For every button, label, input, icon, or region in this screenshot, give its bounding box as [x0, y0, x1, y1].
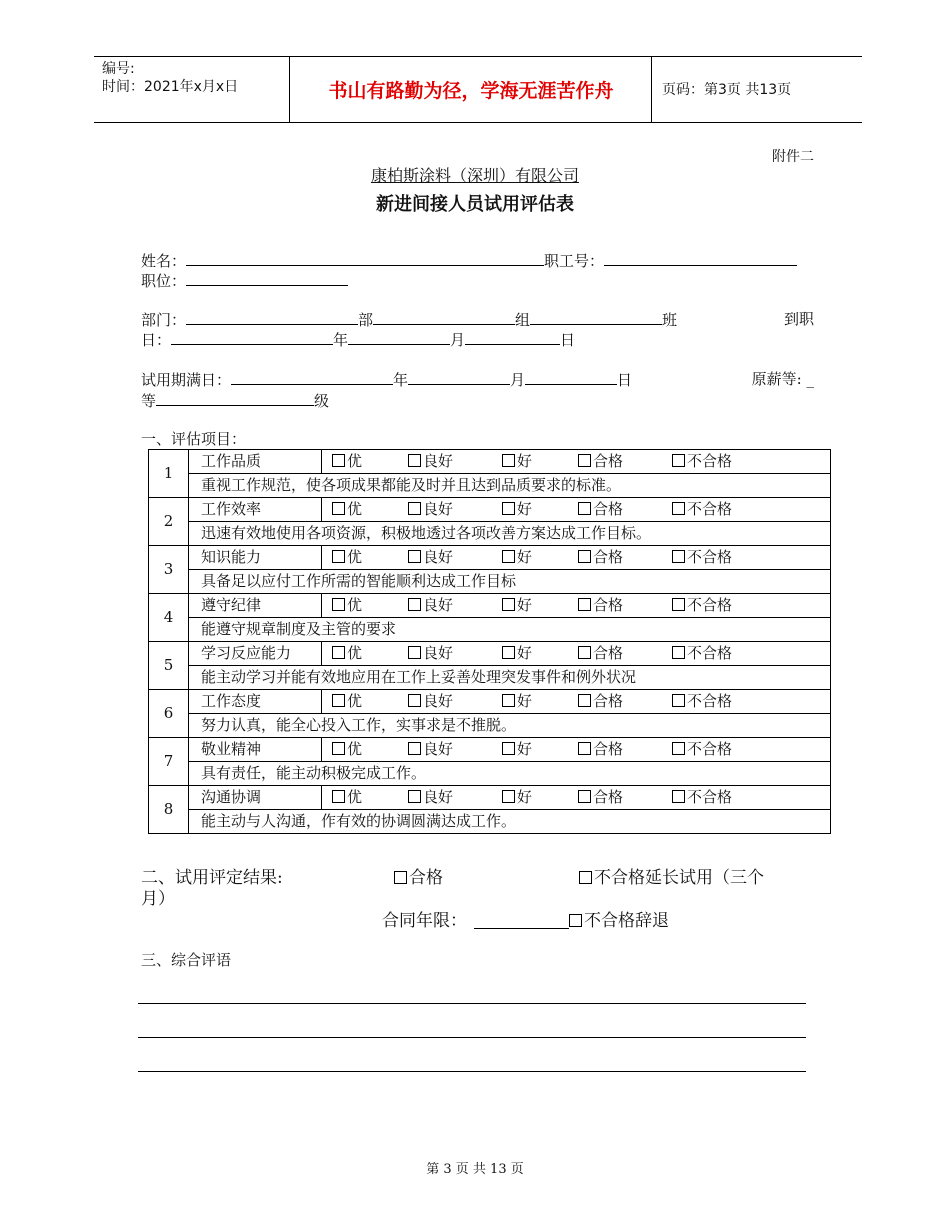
rating-option-label: 合格: [593, 548, 624, 566]
grade-prefix: 等: [141, 392, 157, 410]
probation-month-label: 月: [510, 371, 526, 389]
rating-option-label: 合格: [593, 500, 624, 518]
checkbox-icon[interactable]: [332, 454, 345, 467]
rating-options: [322, 642, 831, 666]
item-number: 2: [149, 498, 189, 546]
result-dismiss-option[interactable]: [569, 911, 669, 931]
header-bottom-rule: [94, 122, 862, 123]
item-name: 知识能力: [189, 546, 322, 570]
grade-suffix: 级: [314, 392, 330, 410]
evaluation-desc-row: [149, 666, 831, 690]
rating-option[interactable]: [408, 450, 453, 473]
rating-option-label: 好: [517, 692, 533, 710]
hire-date-row: [141, 329, 814, 350]
evaluation-desc-row: [149, 618, 831, 642]
result-pass-label: 合格: [409, 868, 443, 888]
rating-option-label: 良好: [423, 692, 454, 710]
rating-option-label: 好: [517, 788, 533, 806]
company-name-text: 康柏斯涂料（深圳）有限公司: [370, 166, 579, 185]
rating-option[interactable]: [578, 786, 623, 809]
rating-option[interactable]: [578, 642, 623, 665]
rating-option[interactable]: [502, 546, 532, 569]
rating-options: [322, 690, 831, 714]
result-extend-label: 不合格延长试用（三个: [594, 868, 764, 888]
item-description: 能主动与人沟通，作有效的协调圆满达成工作。: [189, 810, 831, 834]
grade-row: [141, 390, 814, 411]
checkbox-icon[interactable]: [502, 742, 515, 755]
hire-date-label-a: 到职: [783, 310, 814, 328]
page-footer: 第 3 页 共 13 页: [426, 1162, 524, 1177]
item-name: 遵守纪律: [189, 594, 322, 618]
dept-row: [141, 309, 814, 330]
rating-option-label: 优: [347, 692, 363, 710]
evaluation-table: [148, 449, 831, 834]
item-description: 重视工作规范，使各项成果都能及时并且达到品质要求的标准。: [189, 474, 831, 498]
rating-option[interactable]: [578, 738, 623, 761]
checkbox-icon[interactable]: [332, 598, 345, 611]
dept-group-field[interactable]: [373, 309, 515, 325]
rating-option[interactable]: [672, 594, 732, 617]
checkbox-icon[interactable]: [578, 502, 591, 515]
checkbox-icon[interactable]: [502, 550, 515, 563]
item-name: 沟通协调: [189, 786, 322, 810]
evaluation-desc-row: [149, 810, 831, 834]
rating-option[interactable]: [332, 642, 362, 665]
rating-option-label: 优: [347, 644, 363, 662]
section1-heading: 一、评估项目：: [141, 430, 247, 448]
rating-options: [322, 786, 831, 810]
checkbox-icon[interactable]: [408, 646, 421, 659]
checkbox-icon[interactable]: [408, 790, 421, 803]
evaluation-desc-row: [149, 570, 831, 594]
hire-month-field[interactable]: [348, 329, 450, 345]
header-meta: [102, 60, 238, 96]
checkbox-icon[interactable]: [502, 790, 515, 803]
rating-option-label: 合格: [593, 740, 624, 758]
evaluation-desc-row: [149, 474, 831, 498]
item-name: 工作效率: [189, 498, 322, 522]
checkbox-icon[interactable]: [408, 502, 421, 515]
contract-label: 合同年限：: [382, 911, 467, 931]
evaluation-item-row: [149, 690, 831, 714]
checkbox-icon[interactable]: [332, 646, 345, 659]
rating-option[interactable]: [672, 498, 732, 521]
result-extend-option[interactable]: [579, 868, 764, 888]
checkbox-icon[interactable]: [672, 742, 685, 755]
checkbox-icon[interactable]: [502, 454, 515, 467]
position-row: [141, 270, 814, 291]
rating-option-label: 优: [347, 500, 363, 518]
section3-heading: 三、综合评语: [141, 951, 232, 969]
position-label: 职位：: [141, 272, 187, 290]
rating-option[interactable]: [502, 594, 532, 617]
employee-id-label: 职工号：: [544, 252, 605, 270]
rating-option-label: 良好: [423, 500, 454, 518]
checkbox-icon[interactable]: [569, 914, 582, 927]
rating-option[interactable]: [408, 546, 453, 569]
dept-field[interactable]: [186, 309, 358, 325]
checkbox-icon[interactable]: [578, 646, 591, 659]
rating-option-label: 良好: [423, 452, 454, 470]
form-title: 新进间接人员试用评估表: [376, 194, 574, 215]
checkbox-icon[interactable]: [408, 598, 421, 611]
name-field[interactable]: [186, 250, 544, 266]
comment-line-2[interactable]: [138, 1037, 806, 1038]
rating-option[interactable]: [672, 786, 732, 809]
item-description: 迅速有效地使用各项资源，积极地透过各项改善方案达成工作目标。: [189, 522, 831, 546]
rating-option-label: 合格: [593, 452, 624, 470]
checkbox-icon[interactable]: [332, 502, 345, 515]
result-label: 二、试用评定结果:: [141, 868, 283, 888]
rating-option-label: 合格: [593, 644, 624, 662]
rating-option[interactable]: [332, 450, 362, 473]
time-label: 时间：2021年x月x日: [102, 79, 239, 95]
rating-option-label: 良好: [423, 740, 454, 758]
rating-option[interactable]: [578, 594, 623, 617]
comment-line-1[interactable]: [138, 1003, 806, 1004]
rating-option-label: 好: [517, 596, 533, 614]
rating-option-label: 不合格: [687, 452, 733, 470]
hire-day-field[interactable]: [465, 329, 560, 345]
checkbox-icon[interactable]: [332, 694, 345, 707]
rating-option[interactable]: [502, 450, 532, 473]
evaluation-desc-row: [149, 522, 831, 546]
hire-year-field[interactable]: [171, 329, 333, 345]
hire-month-label: 月: [450, 331, 466, 349]
item-number: 8: [149, 786, 189, 834]
probation-end-label: 试用期满日：: [141, 371, 232, 389]
rating-option-label: 良好: [423, 548, 454, 566]
name-label: 姓名：: [141, 252, 187, 270]
rating-option-label: 好: [517, 548, 533, 566]
checkbox-icon[interactable]: [408, 742, 421, 755]
rating-option-label: 合格: [593, 596, 624, 614]
rating-option[interactable]: [578, 450, 623, 473]
checkbox-icon[interactable]: [408, 454, 421, 467]
checkbox-icon[interactable]: [578, 550, 591, 563]
evaluation-item-row: [149, 546, 831, 570]
rating-option[interactable]: [502, 642, 532, 665]
rating-option-label: 不合格: [687, 644, 733, 662]
rating-option-label: 良好: [423, 596, 454, 614]
item-description: 能主动学习并能有效地应用在工作上妥善处理突发事件和例外状况: [189, 666, 831, 690]
evaluation-item-row: [149, 498, 831, 522]
rating-option[interactable]: [408, 642, 453, 665]
rating-option-label: 好: [517, 452, 533, 470]
rating-option[interactable]: [408, 690, 453, 713]
probation-year-label: 年: [393, 371, 409, 389]
rating-option-label: 不合格: [687, 692, 733, 710]
rating-options: [322, 498, 831, 522]
dept-ministry-label: 部: [358, 311, 374, 329]
item-name: 学习反应能力: [189, 642, 322, 666]
checkbox-icon[interactable]: [332, 550, 345, 563]
rating-options: [322, 450, 831, 474]
item-name: 工作品质: [189, 450, 322, 474]
rating-option[interactable]: [332, 594, 362, 617]
rating-option[interactable]: [408, 738, 453, 761]
checkbox-icon[interactable]: [578, 694, 591, 707]
result-pass-option[interactable]: [394, 868, 443, 888]
checkbox-icon[interactable]: [578, 790, 591, 803]
checkbox-icon[interactable]: [408, 694, 421, 707]
rating-option[interactable]: [502, 738, 532, 761]
checkbox-icon[interactable]: [502, 646, 515, 659]
rating-option-label: 合格: [593, 788, 624, 806]
rating-option[interactable]: [332, 738, 362, 761]
item-number: 1: [149, 450, 189, 498]
evaluation-table-body: [149, 450, 831, 834]
header-page-info: 页码：第3页 共13页: [662, 82, 792, 98]
rating-option[interactable]: [578, 546, 623, 569]
probation-year-field[interactable]: [231, 369, 393, 385]
evaluation-item-row: [149, 786, 831, 810]
result-extend-cont: 月）: [141, 889, 175, 909]
rating-option[interactable]: [578, 690, 623, 713]
item-description: 具备足以应付工作所需的智能顺利达成工作目标: [189, 570, 831, 594]
evaluation-item-row: [149, 738, 831, 762]
attachment-label: 附件二: [772, 149, 814, 165]
dept-class-label: 班: [662, 311, 678, 329]
item-number: 5: [149, 642, 189, 690]
checkbox-icon[interactable]: [332, 742, 345, 755]
rating-option-label: 不合格: [687, 500, 733, 518]
item-number: 3: [149, 546, 189, 594]
employee-id-field[interactable]: [604, 250, 797, 266]
rating-option-label: 良好: [423, 788, 454, 806]
checkbox-icon[interactable]: [394, 871, 407, 884]
company-name: [0, 163, 950, 186]
probation-month-field[interactable]: [408, 369, 510, 385]
hire-date-label-b: 日：: [141, 331, 172, 349]
rating-option-label: 优: [347, 548, 363, 566]
rating-option[interactable]: [332, 786, 362, 809]
checkbox-icon[interactable]: [408, 550, 421, 563]
checkbox-icon[interactable]: [578, 598, 591, 611]
rating-option[interactable]: [672, 690, 732, 713]
checkbox-icon[interactable]: [672, 598, 685, 611]
name-row: [141, 250, 814, 271]
probation-day-field[interactable]: [525, 369, 617, 385]
rating-option-label: 良好: [423, 644, 454, 662]
grade-field[interactable]: [156, 390, 314, 406]
rating-option-label: 优: [347, 452, 363, 470]
rating-option[interactable]: [672, 738, 732, 761]
item-number: 7: [149, 738, 189, 786]
item-description: 努力认真，能全心投入工作，实事求是不推脱。: [189, 714, 831, 738]
rating-option-label: 好: [517, 740, 533, 758]
item-description: 具有责任，能主动积极完成工作。: [189, 762, 831, 786]
rating-option[interactable]: [332, 690, 362, 713]
rating-option-label: 不合格: [687, 740, 733, 758]
rating-option[interactable]: [672, 450, 732, 473]
rating-option[interactable]: [672, 642, 732, 665]
rating-option[interactable]: [332, 498, 362, 521]
evaluation-desc-row: [149, 762, 831, 786]
checkbox-icon[interactable]: [579, 871, 592, 884]
checkbox-icon[interactable]: [332, 790, 345, 803]
checkbox-icon[interactable]: [672, 790, 685, 803]
rating-option-label: 好: [517, 500, 533, 518]
result-row: [141, 868, 814, 888]
rating-option[interactable]: [332, 546, 362, 569]
item-name: 工作态度: [189, 690, 322, 714]
evaluation-desc-row: [149, 714, 831, 738]
rating-option-label: 不合格: [687, 596, 733, 614]
rating-option-label: 不合格: [687, 788, 733, 806]
rating-option[interactable]: [502, 786, 532, 809]
rating-option-label: 好: [517, 644, 533, 662]
checkbox-icon[interactable]: [672, 646, 685, 659]
hire-day-label: 日: [560, 331, 576, 349]
rating-option[interactable]: [578, 498, 623, 521]
checkbox-icon[interactable]: [672, 502, 685, 515]
rating-option[interactable]: [672, 546, 732, 569]
rating-option-label: 不合格: [687, 548, 733, 566]
rating-options: [322, 546, 831, 570]
result-dismiss-label: 不合格辞退: [584, 911, 669, 931]
checkbox-icon[interactable]: [672, 454, 685, 467]
checkbox-icon[interactable]: [672, 694, 685, 707]
hire-year-label: 年: [333, 331, 349, 349]
rating-option[interactable]: [408, 594, 453, 617]
rating-option-label: 优: [347, 596, 363, 614]
item-name: 敬业精神: [189, 738, 322, 762]
dept-label: 部门：: [141, 311, 187, 329]
orig-salary-label: 原薪等: _: [751, 370, 814, 388]
evaluation-item-row: [149, 594, 831, 618]
rating-options: [322, 738, 831, 762]
probation-row: [141, 369, 814, 390]
rating-option-label: 合格: [593, 692, 624, 710]
checkbox-icon[interactable]: [502, 598, 515, 611]
rating-option[interactable]: [502, 498, 532, 521]
contract-years-field[interactable]: [474, 913, 569, 929]
item-description: 能遵守规章制度及主管的要求: [189, 618, 831, 642]
rating-option[interactable]: [408, 498, 453, 521]
rating-options: [322, 594, 831, 618]
comment-line-3[interactable]: [138, 1071, 806, 1072]
rating-option-label: 优: [347, 740, 363, 758]
probation-day-label: 日: [617, 371, 633, 389]
rating-option[interactable]: [502, 690, 532, 713]
evaluation-item-row: [149, 450, 831, 474]
rating-option-label: 优: [347, 788, 363, 806]
serial-number-label: 编号:: [102, 61, 135, 77]
checkbox-icon[interactable]: [502, 502, 515, 515]
dept-group-label: 组: [515, 311, 531, 329]
item-number: 4: [149, 594, 189, 642]
checkbox-icon[interactable]: [502, 694, 515, 707]
checkbox-icon[interactable]: [578, 742, 591, 755]
checkbox-icon[interactable]: [578, 454, 591, 467]
position-field[interactable]: [186, 270, 348, 286]
checkbox-icon[interactable]: [672, 550, 685, 563]
header-motto: 书山有路勤为径，学海无涯苦作舟: [328, 79, 614, 102]
rating-option[interactable]: [408, 786, 453, 809]
item-number: 6: [149, 690, 189, 738]
dept-class-field[interactable]: [530, 309, 662, 325]
evaluation-item-row: [149, 642, 831, 666]
